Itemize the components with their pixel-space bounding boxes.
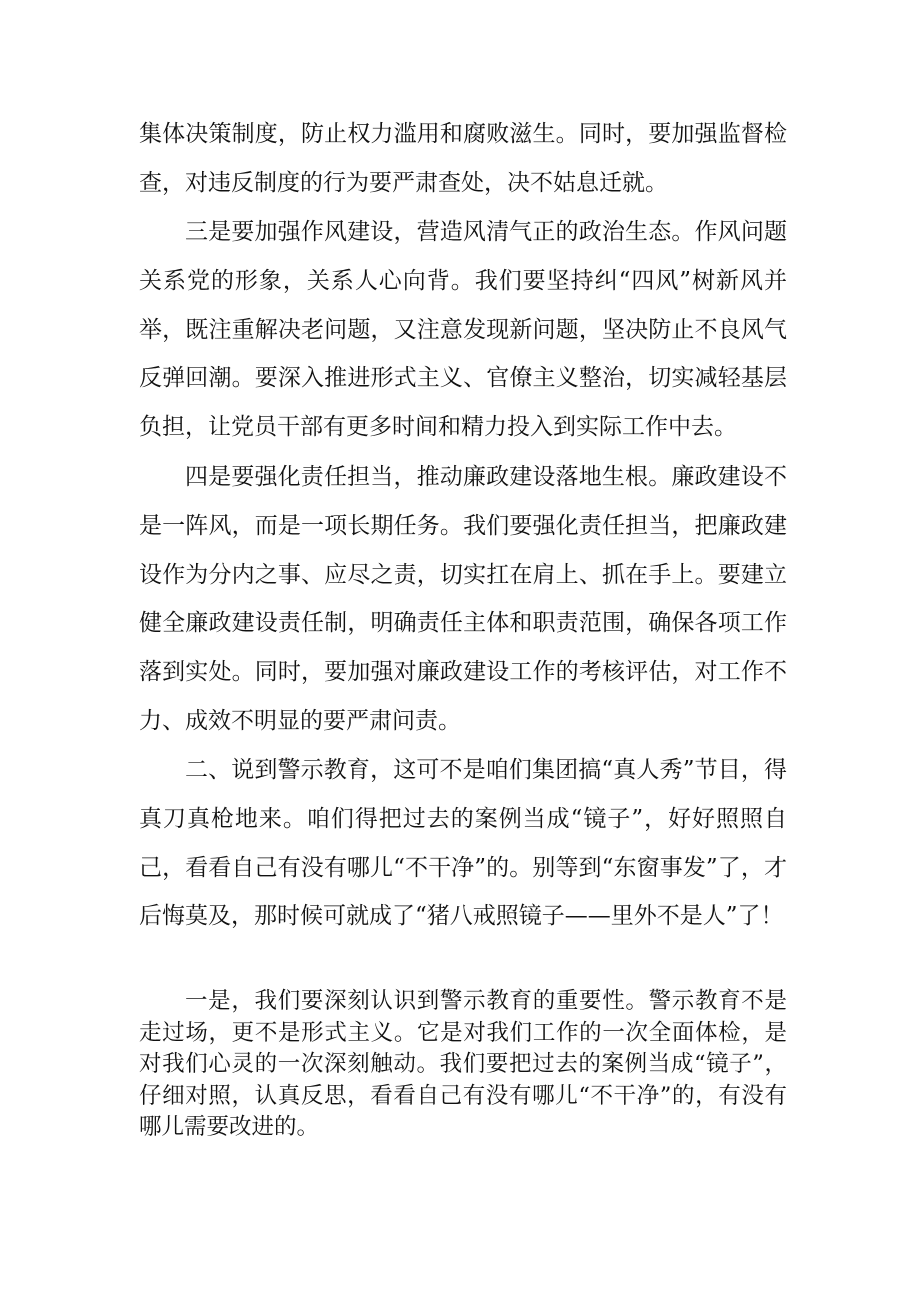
paragraph-style-building: 三是要加强作风建设，营造风清气正的政治生态。作风问题关系党的形象，关系人心向背。我们要坚持纠“四风”树新风并举，既注重解决老问题，又注意发现新问题，坚决防止不良风气反弹回潮。要深入推进形式主义、官僚主义整治，切实减轻基层负担，让党员干部有更多时间和精力投入到实际工作中去。: [139, 219, 787, 441]
paragraph-continuation: 集体决策制度，防止权力滥用和腐败滋生。同时，要加强监督检查，对违反制度的行为要严肃查处，决不姑息迁就。: [139, 121, 787, 196]
paragraph-importance: 一是，我们要深刻认识到警示教育的重要性。警示教育不是走过场，更不是形式主义。它是对我们工作的一次全面体检，是对我们心灵的一次深刻触动。我们要把过去的案例当成“镜子”，仔细对照，认真反思，看看自己有没有哪儿“不干净”的，有没有哪儿需要改进的。: [139, 988, 787, 1140]
paragraph-responsibility: 四是要强化责任担当，推动廉政建设落地生根。廉政建设不是一阵风，而是一项长期任务。我们要强化责任担当，把廉政建设作为分内之事、应尽之责，切实扛在肩上、抓在手上。要建立健全廉政建设责任制，明确责任主体和职责范围，确保各项工作落到实处。同时，要加强对廉政建设工作的考核评估，对工作不力、成效不明显的要严肃问责。: [139, 464, 787, 734]
paragraph-warning-education: 二、说到警示教育，这可不是咱们集团搞“真人秀”节目，得真刀真枪地来。咱们得把过去的案例当成“镜子”，好好照照自己，看看自己有没有哪儿“不干净”的。别等到“东窗事发”了，才后悔莫及，那时候可就成了“猪八戒照镜子——里外不是人”了！: [139, 757, 787, 930]
